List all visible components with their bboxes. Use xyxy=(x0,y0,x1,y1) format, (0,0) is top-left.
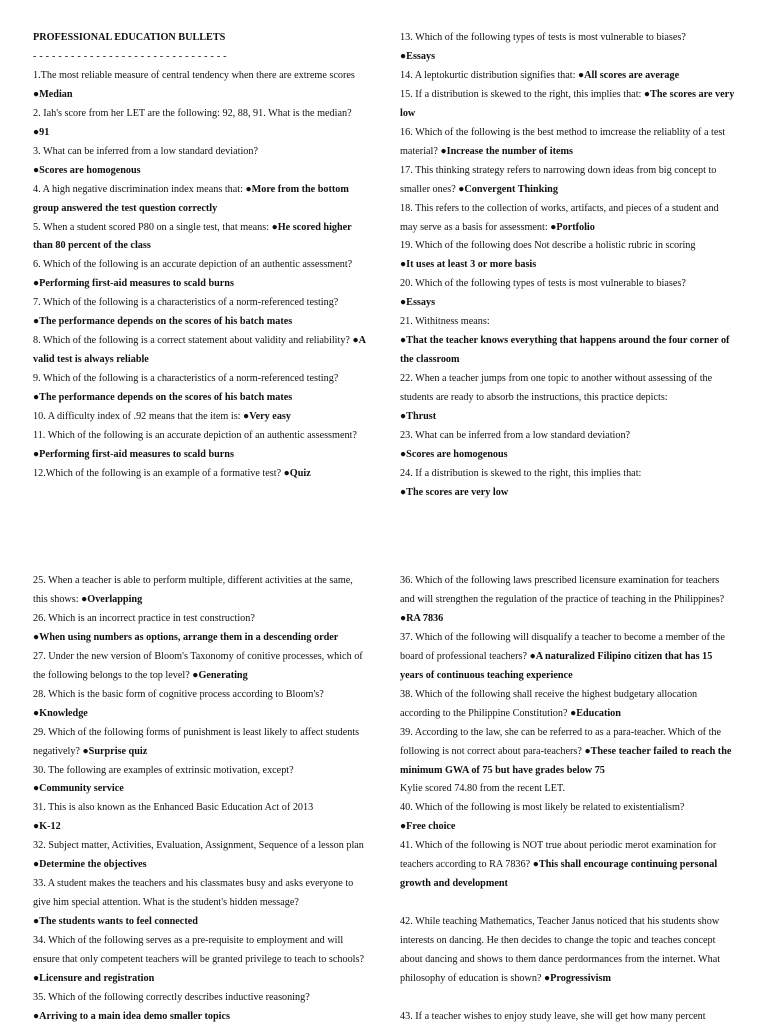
answer-text: ●That the teacher knows everything that happens around the four corner of the classroom xyxy=(400,335,730,366)
question-paragraph xyxy=(400,408,736,427)
question-paragraph xyxy=(400,332,736,370)
question-text: 15. If a distribution is skewed to the right, this implies that: xyxy=(400,88,644,100)
answer-text: ●Community service xyxy=(33,783,124,795)
question-paragraph xyxy=(33,162,369,181)
question-text: 18. This refers to the collection of works, artifacts, and pieces of a student and may serve as a basis for assessment: xyxy=(400,202,719,233)
question-paragraph xyxy=(400,686,736,724)
question-paragraph xyxy=(33,67,369,86)
question-paragraph xyxy=(400,629,736,686)
answer-text: ●91 xyxy=(33,126,50,138)
answer-text: ●Quiz xyxy=(283,467,311,479)
question-paragraph xyxy=(400,294,736,313)
question-paragraph xyxy=(400,799,736,818)
column-2 xyxy=(400,29,736,503)
answer-text: ●Very easy xyxy=(243,411,291,423)
question-text: 37. Which of the following will disqualify a teacher to become a member of the board of professional teachers? xyxy=(400,631,725,662)
answer-text: ●K-12 xyxy=(33,821,61,833)
question-text: 27. Under the new version of Bloom's Taxonomy of conitive processes, which of the following belongs to the top level? xyxy=(33,650,363,681)
question-paragraph xyxy=(400,913,736,989)
question-paragraph xyxy=(33,181,369,219)
question-paragraph xyxy=(33,86,369,105)
question-paragraph xyxy=(33,875,369,913)
question-text: 12.Which of the following is an example of a formative test? xyxy=(33,467,284,479)
question-text: 35. Which of the following correctly describes inductive reasoning? xyxy=(33,991,310,1003)
title-separator: - - - - - - - - - - - - - - - - - - - - - - - - - - - - - - - xyxy=(33,50,227,62)
question-text: 6. Which of the following is an accurate depiction of an authentic assessment? xyxy=(33,259,353,271)
question-paragraph xyxy=(400,237,736,256)
answer-text: ●The performance depends on the scores of his batch mates xyxy=(33,316,293,328)
question-paragraph xyxy=(33,818,369,837)
answer-text: ●The scores are very low xyxy=(400,88,735,119)
question-text: 20. Which of the following types of tests is most vulnerable to biases? xyxy=(400,278,686,290)
question-paragraph xyxy=(33,294,369,313)
question-paragraph xyxy=(33,724,369,762)
question-paragraph xyxy=(33,799,369,818)
question-paragraph xyxy=(33,332,369,370)
answer-text: ●Determine the objectives xyxy=(33,859,147,871)
question-text: 39. According to the law, she can be referred to as a para-teacher. Which of the following is not correct about para-teachers? xyxy=(400,726,722,757)
spacer xyxy=(400,894,736,913)
question-paragraph xyxy=(33,572,369,610)
answer-text: ●More from the bottom group answered the test question correctly xyxy=(33,183,349,214)
answer-text: ●Convergent Thinking xyxy=(458,183,558,195)
answer-text: ●Essays xyxy=(400,50,436,62)
answer-text: ●Education xyxy=(570,707,621,719)
answer-text: ●The scores are very low xyxy=(400,486,509,498)
question-paragraph xyxy=(400,1008,736,1027)
question-text: 2. Iah's score from her LET are the following: 92, 88, 91. What is the median? xyxy=(33,107,352,119)
question-text: 29. Which of the following forms of punishment is least likely to affect students negatively? xyxy=(33,726,360,757)
question-paragraph xyxy=(400,275,736,294)
answer-text: ●Increase the number of items xyxy=(440,145,573,157)
question-text: Kylie scored 74.80 from the recent LET. xyxy=(400,783,566,795)
answer-text: ●Median xyxy=(33,88,73,100)
question-text: 8. Which of the following is a correct statement about validity and reliability? xyxy=(33,335,353,347)
answer-text: ●RA 7836 xyxy=(400,612,444,624)
question-paragraph xyxy=(33,389,369,408)
question-paragraph xyxy=(400,780,736,799)
question-text: 33. A student makes the teachers and his classmates busy and asks everyone to give him special attention. What is the student's hidden message? xyxy=(33,878,354,909)
answer-text: ●Generating xyxy=(192,669,248,681)
answer-text: ●He scored higher than 80 percent of the class xyxy=(33,221,352,252)
question-paragraph xyxy=(400,162,736,200)
answer-text: ●This shall encourage continuing personal growth and development xyxy=(400,859,718,890)
question-text: 41. Which of the following is NOT true about periodic merot examination for teachers according to RA 7836? xyxy=(400,840,717,871)
question-text: 17. This thinking strategy refers to narrowing down ideas from big concept to smaller ones? xyxy=(400,164,717,195)
question-paragraph xyxy=(400,446,736,465)
question-paragraph xyxy=(33,705,369,724)
question-paragraph xyxy=(33,219,369,257)
spacer xyxy=(400,989,736,1008)
answer-text: ●Scores are homogenous xyxy=(400,448,508,460)
question-paragraph xyxy=(400,818,736,837)
column-1 xyxy=(33,29,369,484)
answer-text: ●All scores are average xyxy=(578,69,680,81)
answer-text: ●Scores are homogenous xyxy=(33,164,141,176)
question-paragraph xyxy=(33,610,369,629)
answer-text: ●Knowledge xyxy=(33,707,88,719)
question-text: 26. Which is an incorrect practice in test construction? xyxy=(33,612,255,624)
question-paragraph xyxy=(400,313,736,332)
question-paragraph xyxy=(33,932,369,989)
answer-text: ●Arriving to a main idea demo smaller topics xyxy=(33,1010,230,1022)
question-paragraph xyxy=(33,427,369,465)
question-paragraph xyxy=(400,427,736,446)
question-text: 19. Which of the following does Not describe a holistic rubric in scoring xyxy=(400,240,696,252)
question-paragraph xyxy=(33,1008,369,1027)
question-text: 36. Which of the following laws prescribed licensure examination for teachers and will strengthen the regulation of the practice of teaching in the Philippines? xyxy=(400,575,725,605)
question-paragraph xyxy=(33,913,369,932)
answer-text: ●Surprise quiz xyxy=(82,745,148,757)
answer-text: ●A valid test is always reliable xyxy=(33,335,366,366)
answer-text: ●Essays xyxy=(400,297,436,309)
question-text: 32. Subject matter, Activities, Evaluation, Assignment, Sequence of a lesson plan xyxy=(33,840,364,852)
question-text: 30. The following are examples of extrinsic motivation, except? xyxy=(33,764,294,776)
question-paragraph xyxy=(33,780,369,799)
answer-text: ●Licensure and registration xyxy=(33,973,155,985)
answer-text: ●When using numbers as options, arrange them in a descending order xyxy=(33,631,339,643)
answer-text: ●Portfolio xyxy=(550,221,595,233)
question-text: 42. While teaching Mathematics, Teacher Janus noticed that his students show interests on dancing. He then decides to change the topic and teaches concept about dancing and shows to them dance perdormances from the internet. What philosophy of education is shown? xyxy=(400,916,721,984)
answer-text: ●These teacher failed to reach the minimum GWA of 75 but have grades below 75 xyxy=(400,745,732,776)
question-paragraph xyxy=(400,837,736,894)
question-text: 4. A high negative discrimination index means that: xyxy=(33,183,246,195)
col1-items xyxy=(33,67,369,484)
question-text: 14. A leptokurtic distribution signifies that: xyxy=(400,69,578,81)
question-text: 10. A difficulty index of .92 means that the item is: xyxy=(33,411,244,423)
question-paragraph xyxy=(33,370,369,389)
question-paragraph xyxy=(33,143,369,162)
question-text: 25. When a teacher is able to perform multiple, different activities at the same, this shows: xyxy=(33,575,353,605)
question-paragraph xyxy=(400,200,736,238)
question-paragraph xyxy=(400,484,736,503)
question-paragraph xyxy=(400,572,736,629)
question-paragraph xyxy=(33,648,369,686)
question-text: 28. Which is the basic form of cognitive process according to Bloom's? xyxy=(33,688,324,700)
question-paragraph xyxy=(400,67,736,86)
question-text: 1.The most reliable measure of central tendency when there are extreme scores xyxy=(33,69,355,81)
question-text: 24. If a distribution is skewed to the right, this implies that: xyxy=(400,467,642,479)
question-text: 7. Which of the following is a characteristics of a norm-referenced testing? xyxy=(33,297,339,309)
answer-text: ●Performing first-aid measures to scald burns xyxy=(33,448,234,460)
question-text: 9. Which of the following is a characteristics of a norm-referenced testing? xyxy=(33,373,339,385)
document-title: PROFESSIONAL EDUCATION BULLETS xyxy=(33,32,226,43)
question-paragraph xyxy=(400,29,736,48)
question-text: 38. Which of the following shall receive the highest budgetary allocation according to the Philippine Constitution? xyxy=(400,688,698,719)
answer-text: ●The performance depends on the scores of his batch mates xyxy=(33,392,293,404)
answer-text: ●Progressivism xyxy=(544,973,611,984)
answer-text: ●Performing first-aid measures to scald burns xyxy=(33,278,234,290)
question-paragraph xyxy=(33,105,369,143)
question-text: 34. Which of the following serves as a pre-requisite to employment and will ensure that only competent teachers will be granted privilege to teach to schools? xyxy=(33,935,364,966)
answer-text: ●Overlapping xyxy=(81,593,143,605)
question-text: 5. When a student scored P80 on a single test, that means: xyxy=(33,221,272,233)
question-text: 3. What can be inferred from a low standard deviation? xyxy=(33,145,258,157)
question-text: 16. Which of the following is the best method to imcrease the reliablity of a test material? xyxy=(400,126,726,157)
question-paragraph xyxy=(33,837,369,875)
question-paragraph xyxy=(33,686,369,705)
question-paragraph xyxy=(33,408,369,427)
question-paragraph xyxy=(400,724,736,781)
column-3 xyxy=(33,572,369,1027)
question-text: 31. This is also known as the Enhanced Basic Education Act of 2013 xyxy=(33,802,314,814)
answer-text: ●It uses at least 3 or more basis xyxy=(400,259,537,271)
answer-text: ●A naturalized Filipino citizen that has 15 years of continuous teaching experience xyxy=(400,650,713,681)
question-paragraph xyxy=(400,48,736,67)
question-text: 11. Which of the following is an accurate depiction of an authentic assessment? xyxy=(33,430,357,442)
question-paragraph xyxy=(33,313,369,332)
question-paragraph xyxy=(33,762,369,781)
question-paragraph xyxy=(33,989,369,1008)
question-paragraph xyxy=(400,124,736,162)
answer-text: ●The students wants to feel connected xyxy=(33,916,198,928)
question-paragraph xyxy=(400,256,736,275)
question-paragraph xyxy=(33,256,369,294)
question-text: 13. Which of the following types of tests is most vulnerable to biases? xyxy=(400,32,686,43)
question-paragraph xyxy=(33,465,369,484)
question-text: 40. Which of the following is most likely be related to existentialism? xyxy=(400,802,685,814)
question-text: 23. What can be inferred from a low standard deviation? xyxy=(400,430,631,442)
question-text: 21. Withitness means: xyxy=(400,316,490,328)
question-paragraph xyxy=(400,370,736,408)
question-text: 43. If a teacher wishes to enjoy study leave, she will get how many percent xyxy=(400,1010,706,1022)
answer-text: ●Thrust xyxy=(400,411,437,423)
column-4 xyxy=(400,572,736,1027)
question-text: 22. When a teacher jumps from one topic to another without assessing of the students are ready to absorb the instructions, this practice depicts: xyxy=(400,373,713,404)
question-paragraph xyxy=(33,629,369,648)
question-paragraph xyxy=(400,86,736,124)
answer-text: ●Free choice xyxy=(400,821,456,833)
question-paragraph xyxy=(400,465,736,484)
